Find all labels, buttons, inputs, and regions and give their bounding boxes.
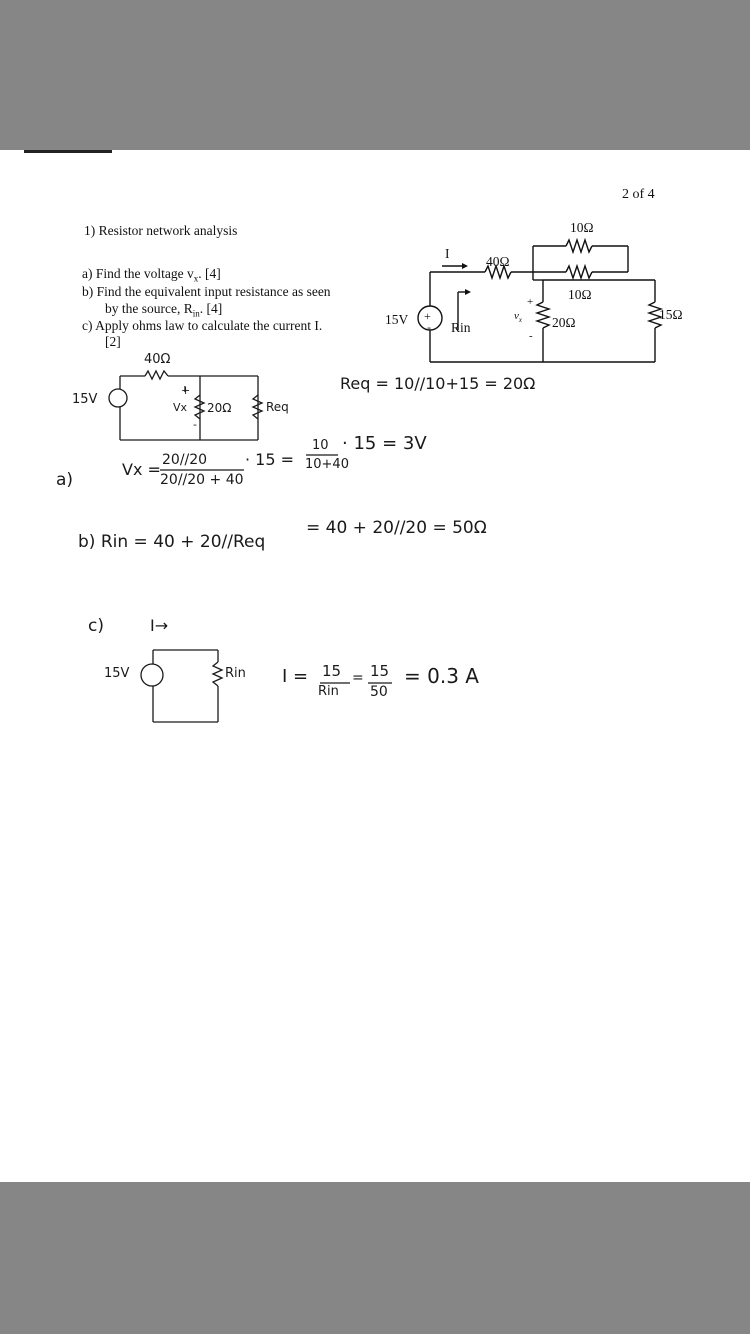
problem-part-c: c) Apply ohms law to calculate the current I. <box>82 318 323 333</box>
current-label: I <box>445 246 450 261</box>
hand-label-40: 40Ω <box>144 352 171 367</box>
problem-title: 1) Resistor network analysis <box>84 223 238 238</box>
hand-sketch-1 <box>120 371 262 440</box>
part-a-marks: . [4] <box>198 266 221 281</box>
hand-label-req: Req <box>266 400 289 414</box>
hand-source-label: 15V <box>72 392 98 407</box>
vx-num: 20//20 <box>162 452 208 468</box>
part-b-sub: in <box>192 308 200 319</box>
label-40: 40Ω <box>486 254 510 269</box>
vx-result: · 15 = 3V <box>342 433 427 454</box>
c-current-arrow: I→ <box>150 616 169 635</box>
part-a-sub: x <box>193 273 199 284</box>
label-rin: Rin <box>451 320 471 335</box>
problem-part-c-marks: [2] <box>105 334 121 349</box>
label-10-mid: 10Ω <box>568 287 592 302</box>
hand-vx: Vx <box>173 401 188 414</box>
part-b-marks: . [4] <box>199 301 223 316</box>
hand-label-20: 20Ω <box>207 401 232 415</box>
resistor-20 <box>537 302 549 328</box>
vx-minus: - <box>529 330 533 342</box>
vx-label-sub: x <box>518 316 522 325</box>
hand-c-label: c) <box>88 616 104 636</box>
source-label: 15V <box>385 312 409 327</box>
b-line-right: = 40 + 20//20 = 50Ω <box>306 518 487 538</box>
resistor-10-top <box>566 240 592 252</box>
hand-source-icon-2 <box>141 664 163 686</box>
hand-sketch-2 <box>153 650 222 722</box>
vx-lhs: Vx = <box>122 460 161 479</box>
label-20: 20Ω <box>552 315 576 330</box>
hand-minus: - <box>193 418 197 431</box>
hand-source-icon-1 <box>109 389 127 407</box>
i-num2: 15 <box>370 662 390 680</box>
i-den: Rin <box>318 684 339 699</box>
hand-a-label: a) <box>56 470 74 490</box>
source-plus: + <box>424 309 431 323</box>
vx-den: 20//20 + 40 <box>160 472 244 488</box>
hand-source-label-2: 15V <box>104 666 130 681</box>
vx-label-main: v <box>514 310 519 322</box>
resistor-10-mid <box>566 266 592 278</box>
vx-mult1: · 15 = <box>245 450 295 469</box>
hand-plus: + <box>181 384 191 397</box>
b-line-left: b) Rin = 40 + 20//Req <box>78 532 266 552</box>
vx-plus: + <box>527 296 534 308</box>
i-den2: 50 <box>370 684 388 700</box>
i-lhs: I = <box>282 666 309 687</box>
source-minus: - <box>427 320 431 334</box>
label-10-top: 10Ω <box>570 220 594 235</box>
page-number: 2 of 4 <box>622 187 655 202</box>
frac2-num: 10 <box>312 438 329 453</box>
i-eq: = <box>352 670 364 686</box>
hand-resistor-40 <box>145 371 168 379</box>
hand-label-rin: Rin <box>225 666 246 681</box>
i-num: 15 <box>322 662 342 680</box>
req-equation: Req = 10//10+15 = 20Ω <box>340 374 536 393</box>
circuit-diagram <box>430 240 661 362</box>
current-arrow-head <box>462 263 468 269</box>
hand-resistor-rin <box>213 662 222 686</box>
frac2-den: 10+40 <box>305 457 349 472</box>
label-15: 15Ω <box>659 307 683 322</box>
part-a-text: a) Find the voltage v <box>82 266 194 281</box>
rin-arrow-head <box>465 289 471 295</box>
vx-label <box>514 310 522 324</box>
i-result: = 0.3 A <box>404 664 479 688</box>
part-b-text: by the source, R <box>105 301 193 316</box>
problem-part-b: b) Find the equivalent input resistance as seen <box>82 284 331 299</box>
